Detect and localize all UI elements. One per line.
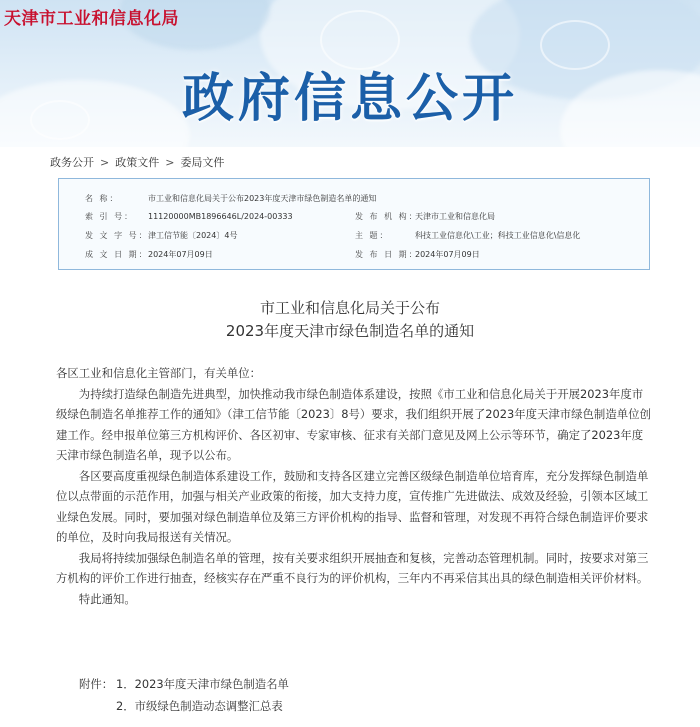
breadcrumb-item-gov-affairs[interactable]: 政务公开 xyxy=(50,156,94,169)
info-written-date-value: 2024年07月09日 xyxy=(148,249,213,259)
breadcrumb-item-bureau-files[interactable]: 委局文件 xyxy=(180,156,225,169)
document-closing: 特此通知。 xyxy=(78,591,136,606)
breadcrumb-separator: > xyxy=(100,155,110,169)
info-issuer-value: 天津市工业和信息化局 xyxy=(415,211,495,221)
info-docno-label: 发 文 字 号： xyxy=(85,230,149,240)
breadcrumb-separator: > xyxy=(165,155,175,169)
info-name-label: 名 称： xyxy=(85,193,120,203)
document-paragraph-2: 各区要高度重视绿色制造体系建设工作，鼓励和支持各区建立完善区级绿色制造单位培育库，充分发挥绿色制造单位以点带面的示范作用，加强与相关产业政策的衔接，加大支持力度，宣传推广先进做法、成效及经验，引领本区域工业绿色发展。同时，要加强对绿色制造单位及第三方评价机构的指导、监督和管理，对发现不再符合绿色制造评价要求的单位，及时向我局报送有关情况。 xyxy=(56,468,649,544)
header-banner xyxy=(0,0,700,147)
info-name-value: 市工业和信息化局关于公布2023年度天津市绿色制造名单的通知 xyxy=(148,193,377,203)
info-written-date-label: 成 文 日 期： xyxy=(85,249,149,259)
attachment-link-2[interactable]: 2．市级绿色制造动态调整汇总表 xyxy=(116,699,283,713)
breadcrumb xyxy=(50,154,224,170)
info-publish-date-label: 发 布 日 期： xyxy=(355,249,419,259)
document-info-box xyxy=(58,178,650,270)
document-title-line1: 市工业和信息化局关于公布 xyxy=(259,299,440,317)
document-paragraph-3: 我局将持续加强绿色制造名单的管理，按有关要求组织开展抽查和复核，完善动态管理机制。同时，按要求对第三方机构的评价工作进行抽查，经核实存在严重不良行为的评价机构，三年内不再采信其出具的绿色制造相关评价材料。 xyxy=(56,550,649,585)
info-publish-date-value: 2024年07月09日 xyxy=(415,249,480,259)
document-paragraph-1: 为持续打造绿色制造先进典型，加快推动我市绿色制造体系建设，按照《市工业和信息化局关于开展2023年度市级绿色制造名单推荐工作的通知》（津工信节能〔2023〕8号）要求，我们组织开展了2023年度天津市绿色制造单位创建工作。经申报单位第三方机构评价、各区初审、专家审核、征求有关部门意见及网上公示等环节，确定了2023年度天津市绿色制造名单，现予以公布。 xyxy=(56,386,651,462)
info-issuer-label: 发 布 机 构： xyxy=(355,211,419,221)
info-docno-value: 津工信节能〔2024〕4号 xyxy=(148,230,238,240)
organization-name[interactable]: 天津市工业和信息化局 xyxy=(4,9,179,29)
info-index-label: 索 引 号： xyxy=(85,211,135,221)
document-title-line2: 2023年度天津市绿色制造名单的通知 xyxy=(225,322,475,340)
document-body xyxy=(56,363,651,609)
info-index-value: 11120000MB1896646L/2024-00333 xyxy=(148,211,293,221)
attachment-link-1[interactable]: 1．2023年度天津市绿色制造名单 xyxy=(116,677,289,691)
banner-title: 政府信息公开 xyxy=(181,69,518,129)
document-salutation: 各区工业和信息化主管部门，有关单位： xyxy=(56,366,262,380)
breadcrumb-item-policy-files[interactable]: 政策文件 xyxy=(115,156,160,169)
info-topic-value: 科技工业信息化\工业；科技工业信息化\信息化 xyxy=(415,230,581,240)
info-topic-label: 主 题： xyxy=(355,230,390,240)
attachments-label: 附件： xyxy=(79,677,114,691)
